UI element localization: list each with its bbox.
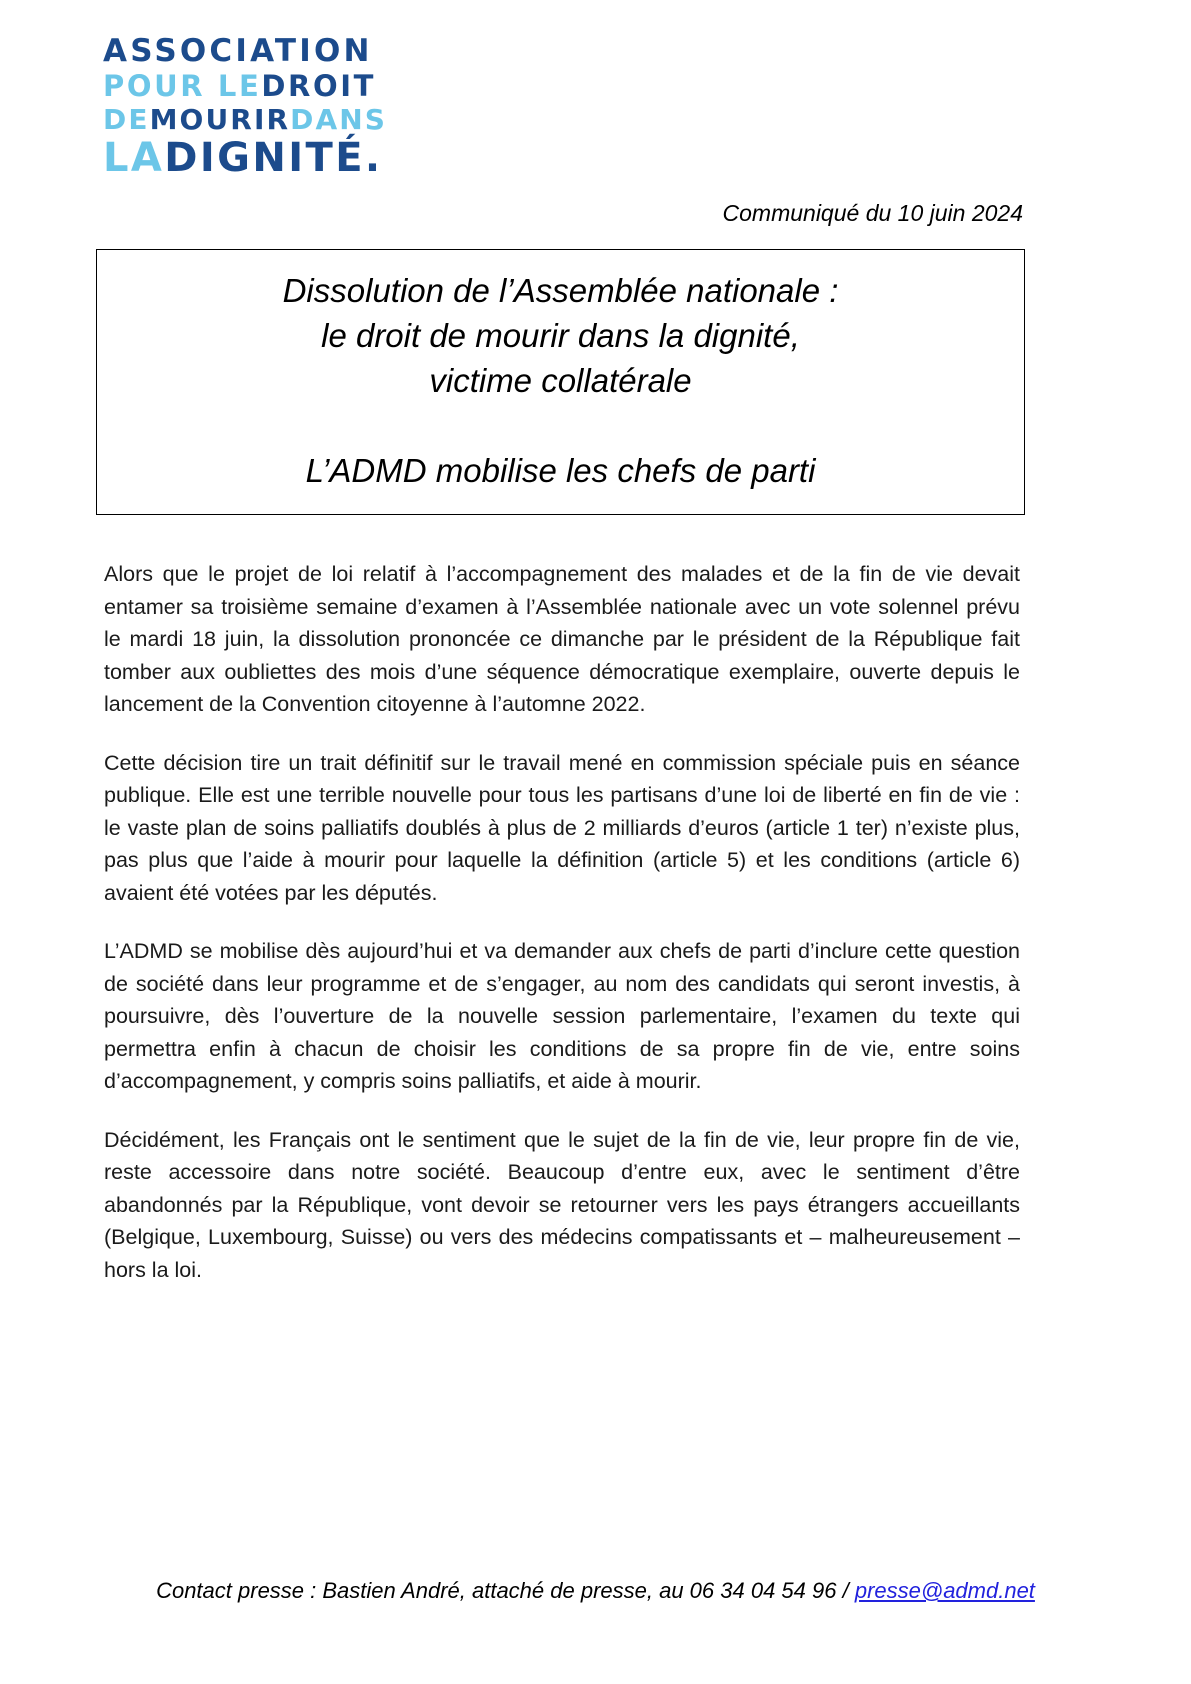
admd-logo — [103, 33, 423, 181]
logo-word-de: DE — [103, 103, 150, 136]
title-line-1: Dissolution de l’Assemblée nationale : — [282, 272, 839, 309]
logo-line-4 — [103, 135, 423, 181]
logo-word-pour-le: POUR LE — [103, 69, 262, 103]
communique-date: Communiqué du 10 juin 2024 — [722, 200, 1023, 226]
title-subtitle: L’ADMD mobilise les chefs de parti — [305, 452, 816, 489]
body-paragraph: Décidément, les Français ont le sentiment que le sujet de la fin de vie, leur propre fin de vie, reste accessoire dans notre société. Beaucoup d’entre eux, avec le sentiment d’être abandonnés par la République, vont devoir se retourner vers les pays étrangers accueillants (Belgique, Luxembourg, Suisse) ou vers des médecins compatissants et – malheureusement – hors la loi. — [104, 1127, 1020, 1282]
press-release-body — [104, 558, 1020, 1286]
logo-word-mourir: MOURIR — [149, 103, 291, 136]
logo-word-droit: DROIT — [261, 69, 377, 103]
logo-line-1 — [103, 33, 423, 69]
logo-word-dans: DANS — [290, 103, 388, 136]
body-paragraph: L’ADMD se mobilise dès aujourd’hui et va demander aux chefs de parti d’inclure cette question de société dans leur programme et de s’engager, au nom des candidats qui seront investis, à poursuivre, dès l’ouverture de la nouvelle session parlementaire, l’examen du texte qui permettra enfin à chacun de choisir les conditions de sa propre fin de vie, entre soins d’accompagnement, y compris soins palliatifs, et aide à mourir. — [104, 939, 1020, 1093]
contact-footer-text: Contact presse : Bastien André, attaché de presse, au 06 34 04 54 96 / — [156, 1578, 855, 1603]
contact-footer — [0, 1578, 1191, 1604]
body-paragraph: Cette décision tire un trait définitif sur le travail mené en commission spéciale puis en séance publique. Elle est une terrible nouvelle pour tous les partisans d’une loi de liberté en fin de vie : le vaste plan de soins palliatifs doublés à plus de 2 milliards d’euros (article 1 ter) n’existe plus, pas plus que l’aide à mourir pour laquelle la définition (article 5) et les conditions (article 6) avaient été votées par les députés. — [104, 750, 1020, 905]
title-box — [96, 249, 1025, 515]
logo-line-2 — [103, 69, 423, 103]
title-line-3: victime collatérale — [429, 362, 692, 399]
logo-word-la: LA — [103, 135, 165, 181]
logo-word-dignite: DIGNITÉ. — [164, 135, 383, 181]
press-email-link[interactable]: presse@admd.net — [854, 1578, 1035, 1603]
logo-word-association: ASSOCIATION — [103, 33, 373, 69]
body-paragraph: Alors que le projet de loi relatif à l’accompagnement des malades et de la fin de vie devait entamer sa troisième semaine d’examen à l’Assemblée nationale avec un vote solennel prévu le mardi 18 juin, la dissolution prononcée ce dimanche par le président de la République fait tomber aux oubliettes des mois d’une séquence démocratique exemplaire, ouverte depuis le lancement de la Convention citoyenne à l’automne 2022. — [104, 562, 1020, 716]
title-line-2: le droit de mourir dans la dignité, — [321, 317, 800, 354]
logo-line-3 — [103, 103, 423, 136]
